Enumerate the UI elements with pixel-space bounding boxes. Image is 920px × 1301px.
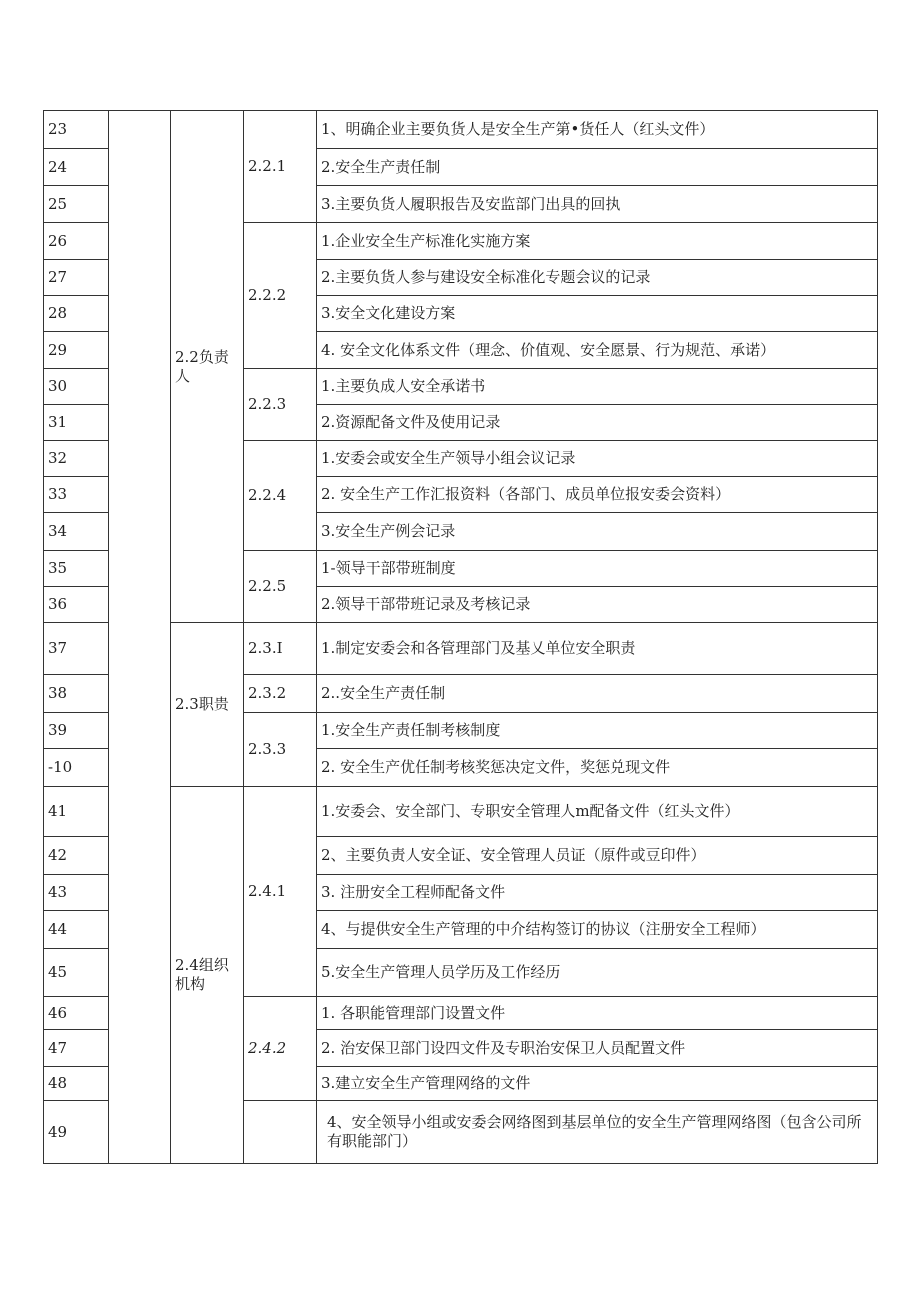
row-number: 34 — [44, 513, 109, 551]
item-text: 1.企业安全生产标准化实施方案 — [317, 223, 878, 260]
subsection-2-4-1: 2.4.1 — [244, 787, 317, 997]
item-text: 1、明确企业主要负货人是安全生产第•货任人（红头文件） — [317, 111, 878, 149]
row-number: 39 — [44, 713, 109, 749]
item-text: 2.主要负货人参与建设安全标准化专题会议的记录 — [317, 260, 878, 296]
row-number: 49 — [44, 1101, 109, 1164]
category-2-2: 2.2负责人 — [171, 111, 244, 623]
row-number: 27 — [44, 260, 109, 296]
row-number: 36 — [44, 587, 109, 623]
item-text: 2.安全生产责任制 — [317, 149, 878, 186]
row-number: 33 — [44, 477, 109, 513]
item-text: 4. 安全文化体系文件（理念、价值观、安全愿景、行为规范、承诺） — [317, 332, 878, 369]
subsection-2-2-4: 2.2.4 — [244, 441, 317, 551]
row-number: 25 — [44, 186, 109, 223]
subsection-2-3-2: 2.3.2 — [244, 675, 317, 713]
item-text: 1.安全生产责任制考核制度 — [317, 713, 878, 749]
subsection-2-2-1: 2.2.1 — [244, 111, 317, 223]
item-text: 2..安全生产责任制 — [317, 675, 878, 713]
item-text: 3.主要负货人履职报告及安监部门出具的回执 — [317, 186, 878, 223]
row-number: 41 — [44, 787, 109, 837]
item-text: 2. 安全生产优任制考核奖惩决定文件，奖惩兑现文件 — [317, 749, 878, 787]
item-text: 2. 安全生产工作汇报资料（各部门、成员单位报安委会资料） — [317, 477, 878, 513]
subsection-2-2-5: 2.2.5 — [244, 551, 317, 623]
item-text: 2. 治安保卫部门设四文件及专职治安保卫人员配置文件 — [317, 1030, 878, 1067]
empty-subsection-cell — [244, 1101, 317, 1164]
item-text: 4、安全领导小组或安委会网络图到基层单位的安全生产管理网络图（包含公司所有职能部门） — [317, 1101, 878, 1164]
item-text: 1-领导干部带班制度 — [317, 551, 878, 587]
item-text: 2.领导干部带班记录及考核记录 — [317, 587, 878, 623]
item-text: 2、主要负责人安全证、安全管理人员证（原件或豆印件） — [317, 837, 878, 875]
category-2-4: 2.4组织机构 — [171, 787, 244, 1164]
row-number: 31 — [44, 405, 109, 441]
row-number: 42 — [44, 837, 109, 875]
item-text: 1.主要负成人安全承诺书 — [317, 369, 878, 405]
row-number: 30 — [44, 369, 109, 405]
row-number: 48 — [44, 1067, 109, 1101]
subsection-2-2-3: 2.2.3 — [244, 369, 317, 441]
row-number: -10 — [44, 749, 109, 787]
item-text: 4、与提供安全生产管理的中介结构签订的协议（注册安全工程师） — [317, 911, 878, 949]
subsection-2-3-3: 2.3.3 — [244, 713, 317, 787]
checklist-table — [43, 110, 878, 1164]
row-number: 35 — [44, 551, 109, 587]
subsection-2-3-1: 2.3.I — [244, 623, 317, 675]
row-number: 47 — [44, 1030, 109, 1067]
item-text: 1.制定安委会和各管理部门及基乂单位安全职责 — [317, 623, 878, 675]
item-text: 3.安全文化建设方案 — [317, 296, 878, 332]
item-text: 2.资源配备文件及使用记录 — [317, 405, 878, 441]
row-number: 37 — [44, 623, 109, 675]
item-text: 5.安全生产管理人员学历及工作经历 — [317, 949, 878, 997]
table-row — [44, 111, 878, 149]
subsection-2-2-2: 2.2.2 — [244, 223, 317, 369]
row-number: 46 — [44, 997, 109, 1030]
item-text: 1.安委会、安全部门、专职安全管理人m配备文件（红头文件） — [317, 787, 878, 837]
row-number: 26 — [44, 223, 109, 260]
item-text: 3.建立安全生产管理网络的文件 — [317, 1067, 878, 1101]
item-text: 1. 各职能管理部门设置文件 — [317, 997, 878, 1030]
row-number: 23 — [44, 111, 109, 149]
row-number: 29 — [44, 332, 109, 369]
row-number: 32 — [44, 441, 109, 477]
item-text: 1.安委会或安全生产领导小组会议记录 — [317, 441, 878, 477]
row-number: 24 — [44, 149, 109, 186]
row-number: 43 — [44, 875, 109, 911]
item-text: 3.安全生产例会记录 — [317, 513, 878, 551]
subsection-2-4-2: 2.4.2 — [244, 997, 317, 1101]
row-number: 38 — [44, 675, 109, 713]
blank-column — [109, 111, 171, 1164]
category-2-3: 2.3职贵 — [171, 623, 244, 787]
item-text: 3. 注册安全工程师配备文件 — [317, 875, 878, 911]
row-number: 45 — [44, 949, 109, 997]
row-number: 28 — [44, 296, 109, 332]
row-number: 44 — [44, 911, 109, 949]
